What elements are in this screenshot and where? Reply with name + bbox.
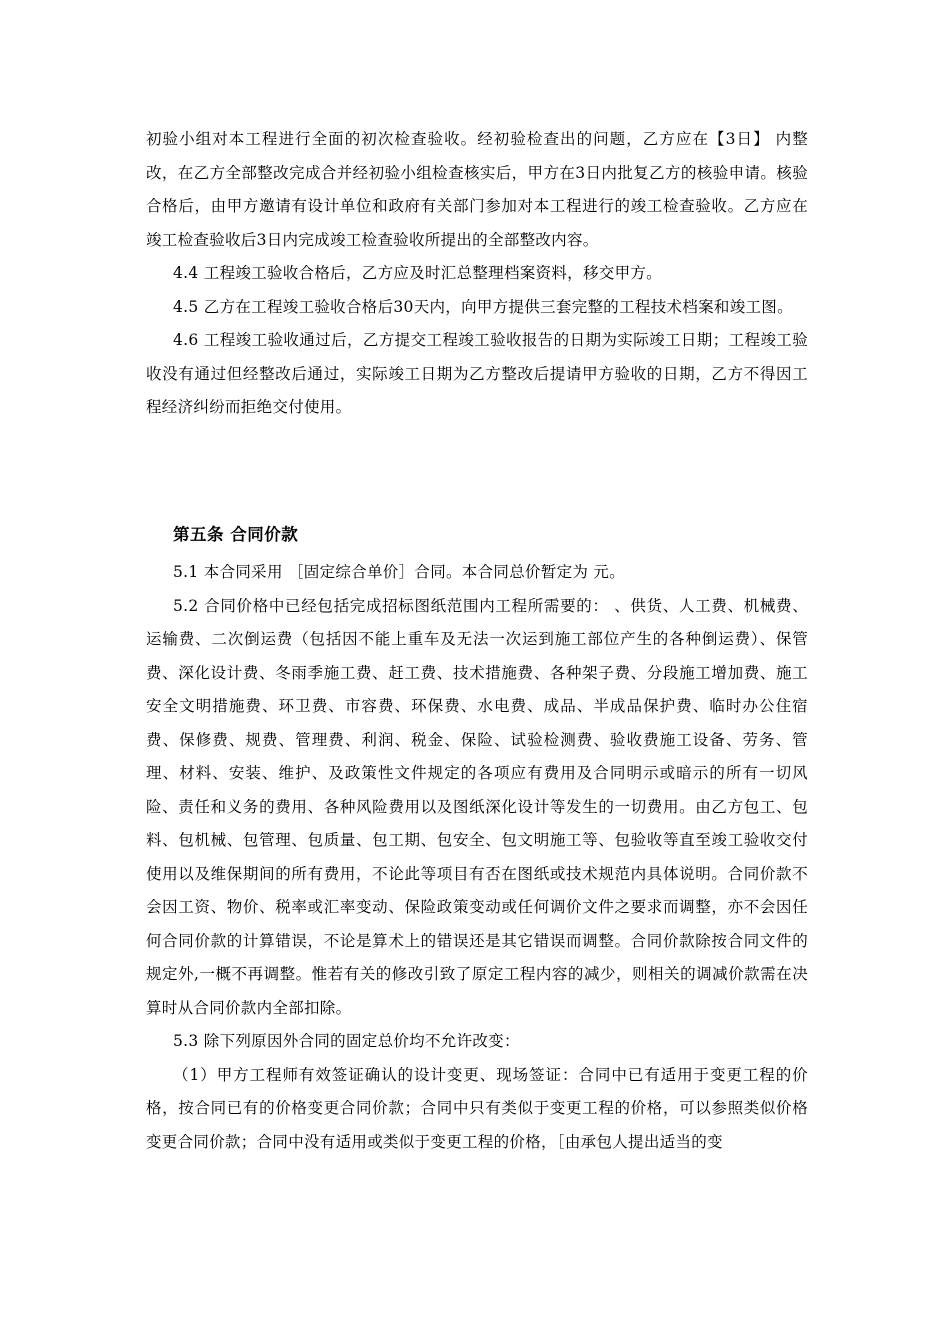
paragraph-5-1: 5.1 本合同采用 ［固定综合单价］合同。本合同总价暂定为 元。 bbox=[173, 563, 626, 581]
paragraph-4-4: 4.4 工程竣工验收合格后，乙方应及时汇总整理档案资料，移交甲方。 bbox=[173, 264, 662, 282]
paragraph-5-3: 5.3 除下列原因外合同的固定总价均不允许改变： bbox=[173, 1032, 520, 1050]
paragraph-4-6: 4.6 工程竣工验收通过后，乙方提交工程竣工验收报告的日期为实际竣工日期；工程竣工验收没有通过但经整改后通过，实际竣工日期为乙方整改后提请甲方验收的日期，乙方不得因工程经济纠纷而拒绝交付使用。 bbox=[146, 331, 808, 416]
paragraph-4-3-continuation: 初验小组对本工程进行全面的初次检查验收。经初验检查出的问题，乙方应在【3日】 内整改，在乙方全部整改完成合并经初验小组检查核实后，甲方在3日内批复乙方的核验申请。核验合格后，由甲方邀请有设计单位和政府有关部门参加对本工程进行的竣工检查验收。乙方应在竣工检查验收后3日内完成竣工检查验收所提出的全部整改内容。 bbox=[146, 130, 808, 249]
paragraph-4-5: 4.5 乙方在工程竣工验收合格后30天内，向甲方提供三套完整的工程技术档案和竣工图。 bbox=[173, 297, 793, 316]
paragraph-5-3-item-1: （1）甲方工程师有效签证确认的设计变更、现场签证：合同中已有适用于变更工程的价格，按合同已有的价格变更合同价款；合同中只有类似于变更工程的价格，可以参照类似价格变更合同价款；合同中没有适用或类似于变更工程的价格，［由承包人提出适当的变 bbox=[146, 1065, 808, 1151]
section-5-block bbox=[146, 556, 808, 1159]
paragraph-5-2: 5.2 合同价格中已经包括完成招标图纸范围内工程所需要的： 、供货、人工费、机械费、运输费、二次倒运费（包括因不能上重车及无法一次运到施工部位产生的各种倒运费）、保管费、深化设计费、冬雨季施工费、赶工费、技术措施费、各种架子费、分段施工增加费、施工安全文明措施费、环卫费、市容费、环保费、水电费、成品、半成品保护费、临时办公住宿费、保修费、规费、管理费、利润、税金、保险、试验检测费、验收费施工设备、劳务、管理、材料、安装、维护、及政策性文件规定的各项应有费用及合同明示或暗示的所有一切风险、责任和义务的费用、各种风险费用以及图纸深化设计等发生的一切费用。由乙方包工、包料、包机械、包管理、包质量、包工期、包安全、包文明施工等、包验收等直至竣工验收交付使用以及维保期间的所有费用，不论此等项目有否在图纸或技术规范内具体说明。合同价款不会因工资、物价、税率或汇率变动、保险政策变动或任何调价文件之要求而调整，亦不会因任何合同价款的计算错误，不论是算术上的错误还是其它错误而调整。合同价款除按合同文件的规定外,一概不再调整。惟若有关的修改引致了原定工程内容的减少，则相关的调减价款需在决算时从合同价款内全部扣除。 bbox=[146, 596, 808, 1017]
section-4-block bbox=[146, 123, 808, 425]
section-5-heading: 第五条 合同价款 bbox=[173, 525, 299, 544]
